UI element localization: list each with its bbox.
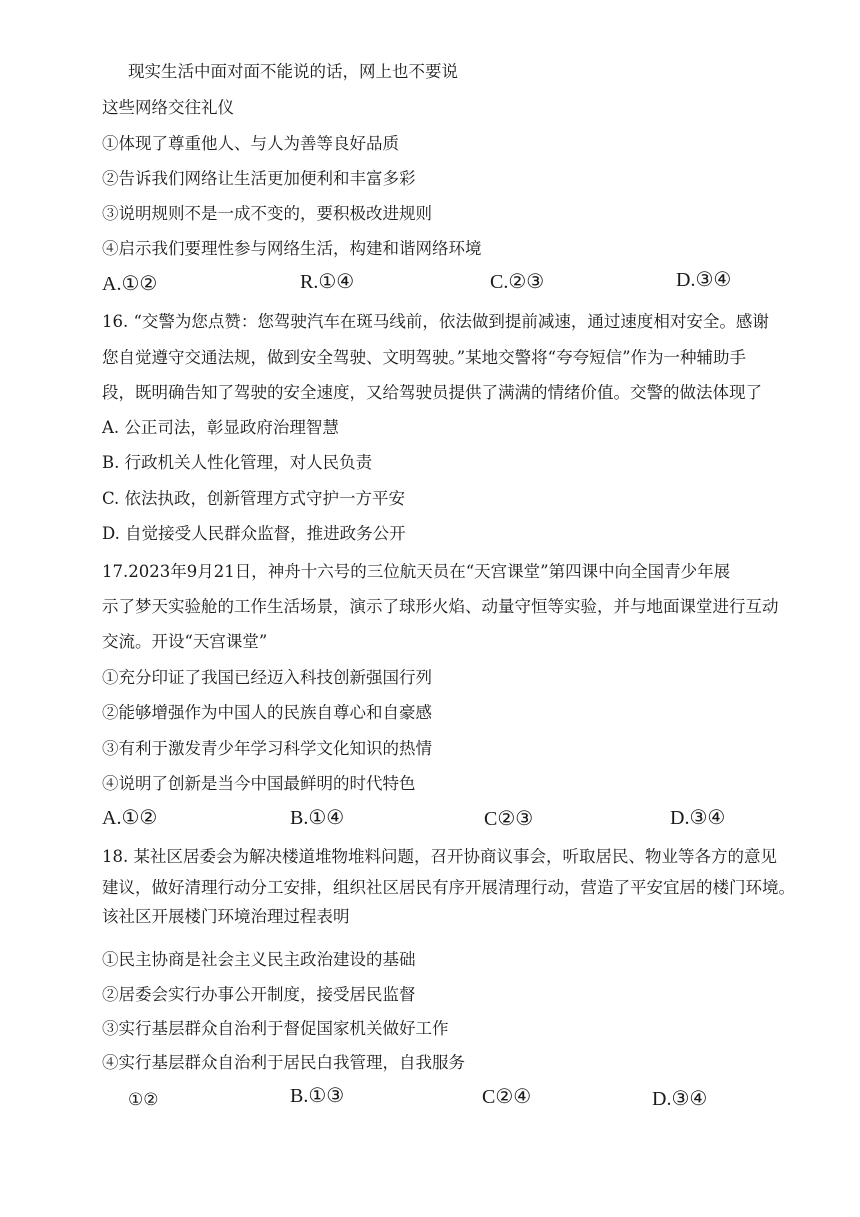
q16-choice-b: B. 行政机关人性化管理，对人民负责 xyxy=(102,453,373,472)
q15-item-3: ③说明规则不是一成不变的，要积极改进规则 xyxy=(102,204,432,223)
q15-item-2: ②告诉我们网络让生活更加便利和丰富多彩 xyxy=(102,169,416,188)
q17-stem-line-2: 示了梦天实验舱的工作生活场景，演示了球形火焰、动量守恒等实验，并与地面课堂进行互动 xyxy=(102,597,779,616)
q18-option-d: D.③④ xyxy=(652,1088,708,1110)
q18-stem-line-2: 建议，做好清理行动分工安排，组织社区居民有序开展清理行动，营造了平安宜居的楼门环境。 xyxy=(102,878,795,897)
q15-option-b: R.①④ xyxy=(300,271,355,293)
q15-continuation: 现实生活中面对面不能说的话，网上也不要说 xyxy=(128,62,458,81)
q18-option-c: C②④ xyxy=(482,1086,532,1108)
q17-item-3: ③有利于激发青少年学习科学文化知识的热情 xyxy=(102,739,432,758)
q18-item-4: ④实行基层群众自治利于居民白我管理，自我服务 xyxy=(102,1053,465,1072)
q16-stem-line-2: 您自觉遵守交通法规，做到安全驾驶、文明驾驶。”某地交警将“夸夸短信”作为一种辅助手 xyxy=(102,348,747,367)
q18-stem-line-1: 18. 某社区居委会为解决楼道堆物堆料问题，召开协商议事会，听取居民、物业等各方的意见 xyxy=(102,847,777,866)
q15-option-d: D.③④ xyxy=(676,269,732,291)
q17-stem-line-1: 17.2023年9月21日，神舟十六号的三位航天员在“天宫课堂”第四课中向全国青少年展 xyxy=(102,562,731,581)
q17-option-a: A.①② xyxy=(102,807,158,829)
q17-stem-line-3: 交流。开设“天宫课堂” xyxy=(102,632,268,651)
q18-option-a: ①② xyxy=(128,1090,159,1109)
q15-option-c: C.②③ xyxy=(490,271,545,293)
q16-choice-c: C. 依法执政，创新管理方式守护一方平安 xyxy=(102,489,406,508)
q18-item-3: ③实行基层群众自治利于督促国家机关做好工作 xyxy=(102,1019,449,1038)
q16-stem-line-1: 16. “交警为您点赞：您驾驶汽车在斑马线前，依法做到提前减速，通过速度相对安全。感谢 xyxy=(102,312,769,331)
q16-stem-line-3: 段，既明确告知了驾驶的安全速度，又给驾驶员提供了满满的情绪价值。交警的做法体现了 xyxy=(102,383,762,402)
q17-option-b: B.①④ xyxy=(290,807,345,829)
q17-option-c: C②③ xyxy=(484,808,534,830)
q15-stem: 这些网络交往礼仪 xyxy=(102,98,234,117)
q15-option-a: A.①② xyxy=(102,273,158,295)
q16-choice-d: D. 自觉接受人民群众监督，推进政务公开 xyxy=(102,524,406,543)
q18-item-1: ①民主协商是社会主义民主政治建设的基础 xyxy=(102,950,416,969)
q18-item-2: ②居委会实行办事公开制度，接受居民监督 xyxy=(102,985,416,1004)
q17-option-d: D.③④ xyxy=(670,807,726,829)
q17-item-1: ①充分印证了我国已经迈入科技创新强国行列 xyxy=(102,668,432,687)
q18-option-b: B.①③ xyxy=(290,1085,345,1107)
q17-item-4: ④说明了创新是当今中国最鲜明的时代特色 xyxy=(102,774,416,793)
q15-item-1: ①体现了尊重他人、与人为善等良好品质 xyxy=(102,134,399,153)
q17-item-2: ②能够增强作为中国人的民族自尊心和自豪感 xyxy=(102,703,432,722)
q15-item-4: ④启示我们要理性参与网络生活，构建和谐网络环境 xyxy=(102,239,482,258)
q18-stem-line-3: 该社区开展楼门环境治理过程表明 xyxy=(102,907,350,926)
q16-choice-a: A. 公正司法，彰显政府治理智慧 xyxy=(102,418,339,437)
